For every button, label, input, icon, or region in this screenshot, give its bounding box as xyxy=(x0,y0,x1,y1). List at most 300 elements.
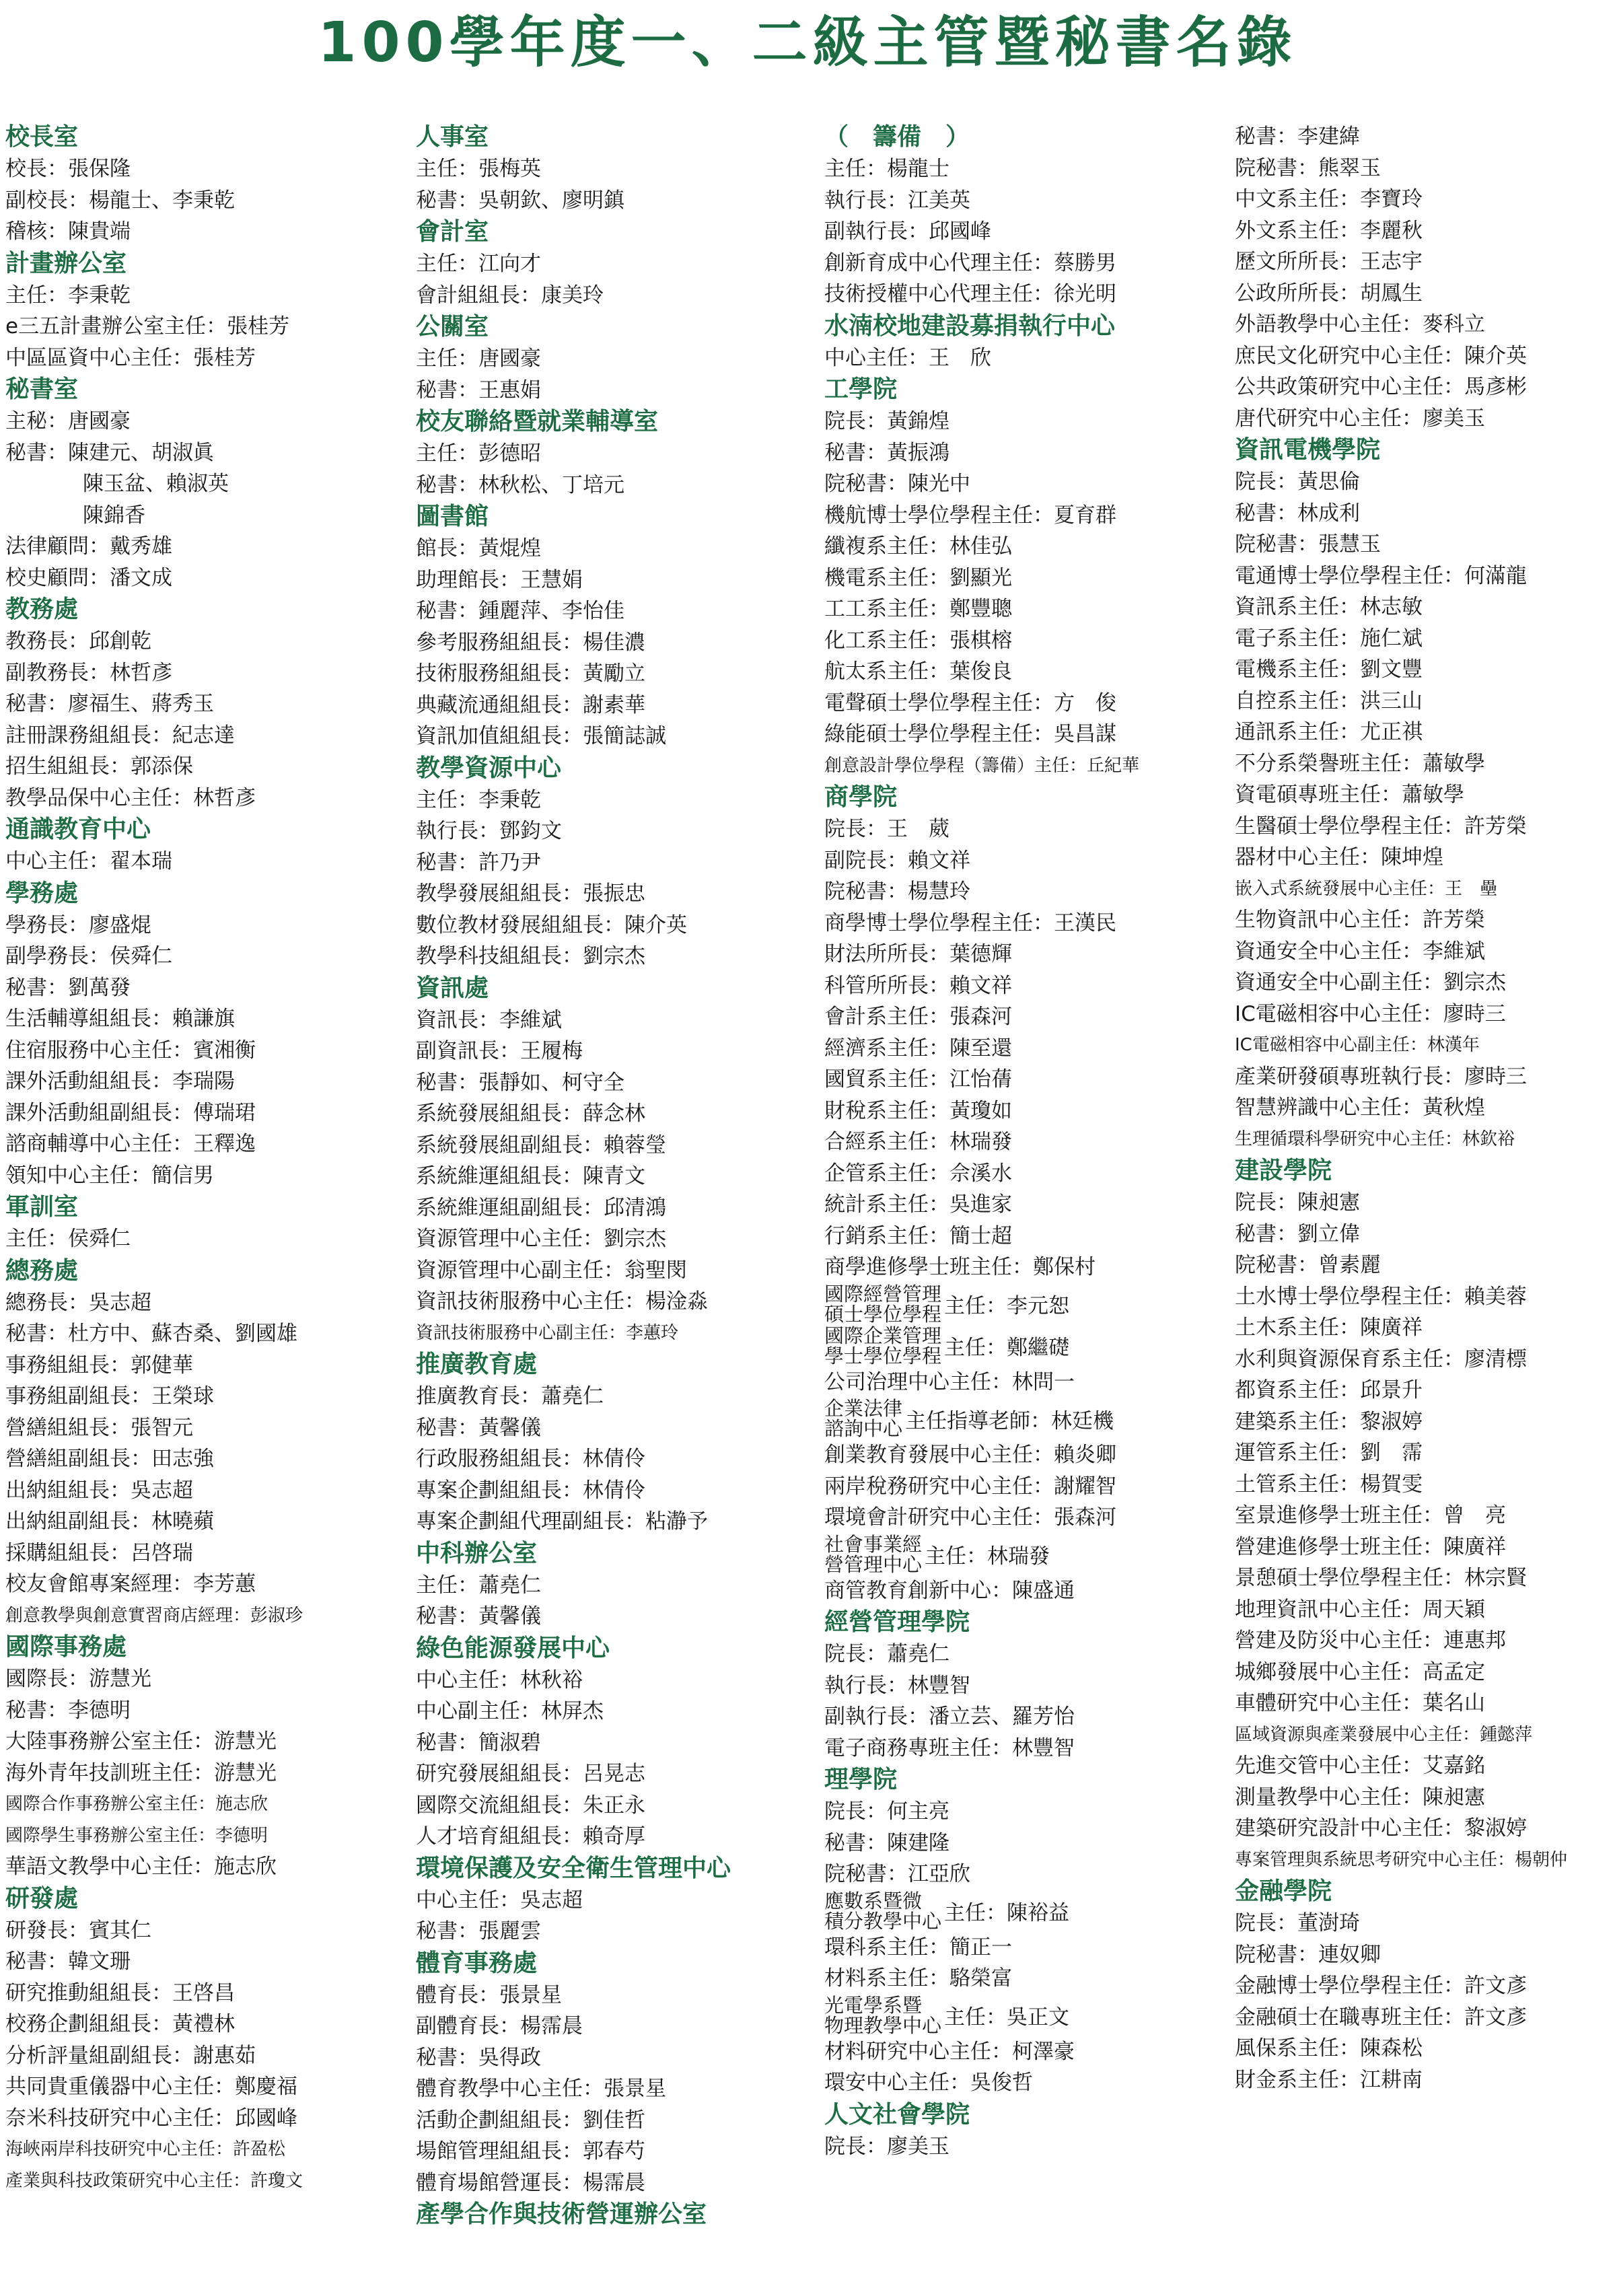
directory-entry: 資訊長：李維斌 xyxy=(416,1007,562,1032)
directory-entry: IC電磁相容中心副主任：林漢年 xyxy=(1235,1035,1480,1055)
directory-entry: 中心主任：王 欣 xyxy=(824,345,991,370)
department-heading: 學務處 xyxy=(5,879,79,907)
department-section xyxy=(824,310,1221,374)
department-heading: 資訊電機學院 xyxy=(1235,436,1381,464)
directory-entry: 航太系主任：葉俊良 xyxy=(824,659,1012,684)
directory-entry: e三五計畫辦公室主任：張桂芳 xyxy=(5,314,290,338)
directory-entry: 學務長：廖盛焜 xyxy=(5,912,151,937)
column-2 xyxy=(416,121,813,2231)
department-heading: 金融學院 xyxy=(1235,1877,1332,1905)
directory-entry: 秘書：許乃尹 xyxy=(416,850,541,875)
department-section xyxy=(824,781,1221,1606)
directory-entry: 產業與科技政策研究中心主任：許瓊文 xyxy=(5,2170,303,2191)
directory-entry: 體育教學中心主任：張景星 xyxy=(416,2077,666,2101)
directory-entry: 機航博士學位學程主任：夏育群 xyxy=(824,503,1116,528)
directory-entry: 資源管理中心主任：劉宗杰 xyxy=(416,1227,666,1251)
directory-entry-two-line xyxy=(824,1995,1221,2036)
directory-entry: 水利與資源保育系主任：廖清標 xyxy=(1235,1347,1527,1371)
directory-entry: 秘書：林成利 xyxy=(1235,501,1360,526)
directory-entry: 出納組副組長：林曉蘋 xyxy=(5,1509,214,1534)
directory-entry: 館長：黃焜煌 xyxy=(416,536,541,561)
unit-head: 主任：陳裕益 xyxy=(944,1901,1070,1925)
directory-entry: 院秘書：連奴卿 xyxy=(1235,1942,1381,1967)
directory-entry: 執行長：林豐智 xyxy=(824,1673,970,1698)
department-heading: 公關室 xyxy=(416,313,489,340)
directory-entry: 主任：侯舜仁 xyxy=(5,1227,131,1251)
directory-entry: 資源管理中心副主任：翁聖閔 xyxy=(416,1258,687,1283)
directory-entry: 秘書：黃振鴻 xyxy=(824,440,949,465)
directory-entry: 環安中心主任：吳俊哲 xyxy=(824,2071,1033,2095)
department-section xyxy=(5,594,402,814)
directory-entry: 秘書：吳得政 xyxy=(416,2045,541,2070)
department-heading: （ 籌備 ） xyxy=(824,123,970,151)
department-section xyxy=(416,311,813,406)
directory-entry: 場館管理組組長：郭春芍 xyxy=(416,2139,645,2163)
directory-entry: 副院長：賴文祥 xyxy=(824,848,970,873)
directory-entry: 註冊課務組組長：紀志達 xyxy=(5,723,235,748)
directory-entry: 出納組組長：吳志超 xyxy=(5,1478,193,1503)
directory-entry: 總務長：吳志超 xyxy=(5,1290,151,1315)
department-section xyxy=(5,373,402,594)
directory-entry: 技術授權中心代理主任：徐光明 xyxy=(824,282,1116,306)
department-heading: 資訊處 xyxy=(416,974,489,1002)
directory-entry: 公共政策研究中心主任：馬彥彬 xyxy=(1235,375,1527,399)
directory-entry: 生物資訊中心主任：許芳榮 xyxy=(1235,908,1485,932)
unit-name-part: 國際企業管理 xyxy=(824,1324,942,1347)
directory-entry: 主任：張梅英 xyxy=(416,157,541,181)
directory-entry: 事務組副組長：王榮球 xyxy=(5,1384,214,1408)
directory-entry: 秘書：陳建隆 xyxy=(824,1830,949,1855)
directory-entry: 環科系主任：簡正一 xyxy=(824,1935,1012,1960)
directory-entry: 院秘書：江亞欣 xyxy=(824,1862,970,1886)
directory-entry: 化工系主任：張棋榕 xyxy=(824,628,1012,653)
directory-entry: 人才培育組組長：賴奇厚 xyxy=(416,1824,645,1849)
directory-entry: 中心主任：林秋裕 xyxy=(416,1667,583,1692)
directory-entry: 營繕組組長：張智元 xyxy=(5,1415,193,1440)
department-section xyxy=(1235,434,1615,1155)
directory-entry: 研究推動組組長：王啓昌 xyxy=(5,1980,235,2005)
directory-entry: 國際合作事務辦公室主任：施志欣 xyxy=(5,1794,268,1814)
department-heading: 校友聯絡暨就業輔導室 xyxy=(416,408,659,435)
directory-entry: 生理循環科學研究中心主任：林欽裕 xyxy=(1235,1128,1515,1149)
directory-entry: 營建進修學士班主任：陳廣祥 xyxy=(1235,1534,1506,1559)
directory-entry: 材料系主任：駱榮富 xyxy=(824,1966,1012,1990)
directory-entry: 器材中心主任：陳坤煌 xyxy=(1235,845,1443,869)
directory-entry-two-line xyxy=(824,1325,1221,1367)
directory-entry: 教學品保中心主任：林哲彥 xyxy=(5,785,256,810)
unit-name-part: 物理教學中心 xyxy=(824,2013,942,2037)
directory-entry: 資通安全中心副主任：劉宗杰 xyxy=(1235,970,1506,995)
directory-entry: 土管系主任：楊賀雯 xyxy=(1235,1472,1423,1497)
directory-entry: 校長：張保隆 xyxy=(5,157,131,181)
unit-name-part: 光電學系暨 xyxy=(824,1993,923,2017)
directory-entry: 兩岸稅務研究中心主任：謝耀智 xyxy=(824,1474,1116,1499)
column-3 xyxy=(824,121,1221,2162)
directory-entry: 中心副主任：林屏杰 xyxy=(416,1699,604,1723)
directory-entry: 測量教學中心主任：陳昶憲 xyxy=(1235,1785,1485,1809)
directory-entry: 環境會計研究中心主任：張森河 xyxy=(824,1505,1116,1530)
page-title: 100學年度一、二級主管暨秘書名錄 xyxy=(318,11,1297,75)
department-heading: 教學資源中心 xyxy=(416,754,562,782)
department-section xyxy=(824,2099,1221,2163)
directory-entry: 建築系主任：黎淑婷 xyxy=(1235,1409,1423,1434)
directory-entry: 公政所所長：胡鳳生 xyxy=(1235,281,1423,306)
directory-entry: 海外青年技訓班主任：游慧光 xyxy=(5,1760,277,1785)
directory-entry: 院長：何主亮 xyxy=(824,1799,949,1824)
directory-entry: 副教務長：林哲彥 xyxy=(5,660,172,685)
unit-head: 主任指導老師：林廷機 xyxy=(905,1408,1114,1433)
directory-entry: 助理館長：王慧娟 xyxy=(416,567,583,592)
unit-name-part: 碩士學位學程 xyxy=(824,1302,942,1326)
department-section xyxy=(824,373,1221,781)
department-section xyxy=(416,1853,813,1947)
directory-entry: 主任：蕭堯仁 xyxy=(416,1573,541,1598)
directory-entry: 稽核：陳貴端 xyxy=(5,219,131,244)
department-heading: 研發處 xyxy=(5,1884,79,1912)
directory-entry: 中心主任：吳志超 xyxy=(416,1888,583,1912)
directory-entry: 歷文所所長：王志宇 xyxy=(1235,250,1423,274)
directory-entry: 院秘書：楊慧玲 xyxy=(824,880,970,904)
department-heading: 產學合作與技術營運辦公室 xyxy=(416,2200,707,2228)
directory-entry: 海峽兩岸科技研究中心主任：許盈松 xyxy=(5,2139,286,2159)
directory-entry-two-line xyxy=(824,1890,1221,1932)
directory-entry: 院長：廖美玉 xyxy=(824,2134,949,2159)
directory-entry: 陳玉盆、賴淑英 xyxy=(83,472,229,496)
directory-entry: 校務企劃組組長：黃禮林 xyxy=(5,2012,235,2036)
department-heading: 工學院 xyxy=(824,375,898,403)
directory-entry: 研究發展組組長：呂晃志 xyxy=(416,1762,645,1786)
directory-entry: 財稅系主任：黃瓊如 xyxy=(824,1098,1012,1123)
directory-entry: 事務組組長：郭健華 xyxy=(5,1353,193,1377)
directory-entry: 生活輔導組組長：賴謙旗 xyxy=(5,1007,235,1031)
directory-entry: 秘書：張麗雲 xyxy=(416,1919,541,1943)
unit-name-part: 社會事業經 xyxy=(824,1532,923,1556)
directory-entry: 國際長：游慧光 xyxy=(5,1667,151,1691)
directory-entry: 資電碩專班主任：蕭敏學 xyxy=(1235,783,1464,807)
directory-entry: 研發長：賓其仁 xyxy=(5,1918,151,1943)
department-section xyxy=(5,1883,402,2197)
directory-entry: 國際交流組組長：朱正永 xyxy=(416,1793,645,1818)
directory-entry: 副校長：楊龍士、李秉乾 xyxy=(5,188,235,213)
directory-entry: 秘書：韓文珊 xyxy=(5,1949,131,1974)
department-section xyxy=(416,501,813,752)
unit-head: 主任：李元恕 xyxy=(944,1294,1070,1318)
directory-entry: 院長：黃思倫 xyxy=(1235,470,1360,494)
directory-entry: 土水博士學位學程主任：賴美蓉 xyxy=(1235,1284,1527,1309)
unit-name-part: 積分教學中心 xyxy=(824,1909,942,1933)
directory-entry: 陳錦香 xyxy=(83,503,145,528)
directory-entry: 車體研究中心主任：葉名山 xyxy=(1235,1691,1485,1715)
department-heading: 總務處 xyxy=(5,1256,79,1285)
unit-head: 主任：林瑞發 xyxy=(925,1544,1050,1569)
department-heading: 水湳校地建設募捐執行中心 xyxy=(824,312,1116,340)
directory-entry: 院長：董澍琦 xyxy=(1235,1911,1360,1935)
department-heading: 體育事務處 xyxy=(416,1949,538,1977)
directory-entry: 參考服務組組長：楊佳濃 xyxy=(416,630,645,655)
column-1 xyxy=(5,121,402,2196)
department-heading: 建設學院 xyxy=(1235,1157,1332,1184)
directory-entry: 活動企劃組組長：劉佳哲 xyxy=(416,2108,645,2132)
directory-entry: 中心主任：翟本瑞 xyxy=(5,849,172,873)
directory-entry: 校史顧問：潘文成 xyxy=(5,565,172,590)
directory-entry: 財法所所長：葉德輝 xyxy=(824,942,1012,966)
directory-entry: 秘書：陳建元、胡淑眞 xyxy=(5,440,214,465)
department-section xyxy=(416,972,813,1349)
directory-entry: 行銷系主任：簡士超 xyxy=(824,1223,1012,1248)
directory-entry: 智慧辨識中心主任：黃秋煌 xyxy=(1235,1096,1485,1120)
directory-entry: 都資系主任：邱景升 xyxy=(1235,1378,1423,1402)
directory-entry: 諮商輔導中心主任：王釋逸 xyxy=(5,1132,256,1156)
directory-entry: 電通博士學位學程主任：何滿龍 xyxy=(1235,563,1527,588)
directory-entry: 城鄉發展中心主任：高孟定 xyxy=(1235,1659,1485,1684)
department-heading: 環境保護及安全衛生管理中心 xyxy=(416,1854,731,1882)
department-section xyxy=(824,121,1221,310)
directory-entry: 領知中心主任：簡信男 xyxy=(5,1163,214,1188)
unit-name-part: 學士學位學程 xyxy=(824,1344,942,1367)
directory-entry: 秘書：劉立偉 xyxy=(1235,1221,1360,1246)
directory-entry: 院秘書：張慧玉 xyxy=(1235,532,1381,557)
directory-entry: 專案企劃組組長：林倩伶 xyxy=(416,1478,645,1503)
directory-entry: 主任：楊龍士 xyxy=(824,157,949,181)
department-heading: 推廣教育處 xyxy=(416,1351,538,1378)
department-heading: 經營管理學院 xyxy=(824,1608,970,1636)
directory-entry: 唐代研究中心主任：廖美玉 xyxy=(1235,406,1485,431)
department-section xyxy=(416,216,813,311)
directory-entry: 秘書：杜方中、蘇杏桑、劉國雄 xyxy=(5,1322,297,1346)
directory-entry: 秘書：林秋松、丁培元 xyxy=(416,472,624,497)
directory-entry: 統計系主任：吳進家 xyxy=(824,1192,1012,1217)
directory-entry: 秘書：李建緯 xyxy=(1235,124,1360,149)
department-section xyxy=(416,2198,813,2231)
directory-entry: 採購組組長：呂啓瑞 xyxy=(5,1540,193,1565)
directory-entry: 教務長：邱創乾 xyxy=(5,629,151,653)
directory-entry: 商管教育創新中心：陳盛通 xyxy=(824,1578,1075,1603)
department-section xyxy=(416,1633,813,1853)
department-heading: 圖書館 xyxy=(416,503,489,530)
directory-entry: 區域資源與產業發展中心主任：鍾懿萍 xyxy=(1235,1724,1533,1745)
directory-entry: 秘書：王惠娟 xyxy=(416,378,541,402)
directory-entry: 數位教材發展組組長：陳介英 xyxy=(416,912,687,937)
directory-entry: 系統維運組組長：陳青文 xyxy=(416,1164,645,1188)
department-heading: 中科辦公室 xyxy=(416,1539,538,1567)
directory-entry: 體育場館營運長：楊霈晨 xyxy=(416,2170,645,2195)
directory-entry: 公司治理中心主任：林問一 xyxy=(824,1369,1075,1394)
directory-entry: 資訊技術服務中心主任：楊淦淼 xyxy=(416,1289,708,1314)
department-heading: 會計室 xyxy=(416,218,489,246)
directory-entry: 創新育成中心代理主任：蔡勝男 xyxy=(824,250,1116,275)
department-heading: 計畫辦公室 xyxy=(5,249,127,277)
directory-entry: 電聲碩士學位學程主任：方 俊 xyxy=(824,690,1116,715)
directory-entry: 建築研究設計中心主任：黎淑婷 xyxy=(1235,1816,1527,1840)
directory-entry: 專案管理與系統思考研究中心主任：楊朝仲 xyxy=(1235,1849,1568,1870)
directory-entry: 電子商務專班主任：林豐智 xyxy=(824,1735,1075,1760)
directory-entry: 秘書：黃馨儀 xyxy=(416,1604,541,1628)
directory-entry: 典藏流通組組長：謝素華 xyxy=(416,692,645,717)
directory-entry: 綠能碩士學位學程主任：吳昌謀 xyxy=(824,722,1116,746)
department-heading: 人文社會學院 xyxy=(824,2100,970,2128)
directory-entry: 會計系主任：張森河 xyxy=(824,1005,1012,1029)
directory-entry: 風保系主任：陳森松 xyxy=(1235,2036,1423,2060)
directory-entry: 大陸事務辦公室主任：游慧光 xyxy=(5,1729,277,1754)
directory-entry: 先進交管中心主任：艾嘉銘 xyxy=(1235,1754,1485,1778)
directory-entry: 庶民文化研究中心主任：陳介英 xyxy=(1235,343,1527,368)
directory-entry: 纖複系主任：林佳弘 xyxy=(824,534,1012,559)
directory-entry: 秘書：廖福生、蔣秀玉 xyxy=(5,692,214,716)
directory-entry: 自控系主任：洪三山 xyxy=(1235,688,1423,713)
unit-head: 主任：鄭繼礎 xyxy=(944,1336,1070,1360)
department-heading: 教務處 xyxy=(5,596,79,623)
directory-entry: 華語文教學中心主任：施志欣 xyxy=(5,1855,277,1879)
directory-entry: 教學發展組組長：張振忠 xyxy=(416,882,645,906)
department-section xyxy=(824,1606,1221,1764)
directory-entry: 秘書：劉萬發 xyxy=(5,975,131,1000)
directory-entry: 副體育長：楊霈晨 xyxy=(416,2014,583,2038)
directory-entry-two-line xyxy=(824,1283,1221,1325)
directory-entry: 奈米科技研究中心主任：邱國峰 xyxy=(5,2106,297,2130)
department-section xyxy=(824,1764,1221,2099)
department-heading: 軍訓室 xyxy=(5,1193,79,1221)
unit-name-part: 國際經營管理 xyxy=(824,1282,942,1305)
directory-entry: 招生組組長：郭添保 xyxy=(5,754,193,779)
directory-entry: 系統發展組副組長：賴蓉瑩 xyxy=(416,1133,666,1157)
department-section xyxy=(416,1349,813,1538)
directory-entry: 校友會館專案經理：李芳蕙 xyxy=(5,1572,256,1596)
directory-entry: 室景進修學士班主任：曾 亮 xyxy=(1235,1503,1506,1528)
department-section xyxy=(1235,121,1615,434)
department-section xyxy=(5,1191,402,1255)
directory-entry: 資訊加值組組長：張簡誌誠 xyxy=(416,724,666,748)
unit-name-part: 應數系暨微 xyxy=(824,1889,923,1912)
directory-entry: 地理資訊中心主任：周天穎 xyxy=(1235,1597,1485,1622)
directory-entry: 創意教學與創意實習商店經理：彭淑珍 xyxy=(5,1605,303,1626)
department-section xyxy=(5,1631,402,1883)
directory-entry: 嵌入式系統發展中心主任：王 壘 xyxy=(1235,878,1498,899)
directory-entry: IC電磁相容中心主任：廖時三 xyxy=(1235,1001,1506,1026)
directory-entry: 國際學生事務辦公室主任：李德明 xyxy=(5,1825,268,1846)
directory-entry-two-line xyxy=(824,1534,1221,1575)
directory-entry: 秘書：黃馨儀 xyxy=(416,1415,541,1440)
directory-entry: 主任：江向才 xyxy=(416,252,541,276)
directory-entry: 分析評量組副組長：謝惠茹 xyxy=(5,2043,256,2068)
department-section xyxy=(5,877,402,1192)
directory-entry: 體育長：張景星 xyxy=(416,1982,562,2007)
directory-entry: 推廣教育長：蕭堯仁 xyxy=(416,1384,604,1408)
directory-entry: 不分系榮譽班主任：蕭敏學 xyxy=(1235,751,1485,776)
department-heading: 人事室 xyxy=(416,123,489,151)
directory-entry: 商學進修學士班主任：鄭保村 xyxy=(824,1255,1096,1279)
directory-entry: 專案企劃組代理副組長：粘瀞予 xyxy=(416,1509,708,1534)
directory-entry: 技術服務組組長：黃勵立 xyxy=(416,661,645,686)
directory-entry: 土木系主任：陳廣祥 xyxy=(1235,1316,1423,1340)
directory-entry: 景憩碩士學位學程主任：林宗賢 xyxy=(1235,1566,1527,1590)
directory-entry: 執行長：江美英 xyxy=(824,188,970,213)
directory-entry: 院長：陳昶憲 xyxy=(1235,1190,1360,1215)
department-section xyxy=(416,406,813,501)
department-heading: 秘書室 xyxy=(5,375,79,403)
directory-entry: 生醫碩士學位學程主任：許芳榮 xyxy=(1235,814,1527,838)
directory-entry: 企管系主任：佘溪水 xyxy=(824,1161,1012,1186)
directory-entry: 會計組組長：康美玲 xyxy=(416,283,604,308)
directory-entry: 材料研究中心主任：柯澤豪 xyxy=(824,2039,1075,2064)
directory-entry: 住宿服務中心主任：賓湘衡 xyxy=(5,1038,256,1063)
directory-entry: 營建及防災中心主任：連惠邦 xyxy=(1235,1628,1506,1653)
department-section xyxy=(416,121,813,216)
directory-entry: 資訊技術服務中心副主任：李蕙玲 xyxy=(416,1322,679,1343)
directory-entry: 外語教學中心主任：麥科立 xyxy=(1235,312,1485,336)
directory-entry: 院秘書：陳光中 xyxy=(824,472,970,496)
department-section xyxy=(5,814,402,877)
directory-entry: 主任：李秉乾 xyxy=(416,787,541,812)
department-section xyxy=(5,1255,402,1632)
directory-entry: 執行長：鄧鈞文 xyxy=(416,819,562,843)
directory-entry: 資通安全中心主任：李維斌 xyxy=(1235,939,1485,964)
unit-name-part: 企業法律 xyxy=(824,1397,903,1420)
directory-entry: 主任：彭德昭 xyxy=(416,441,541,466)
department-heading: 理學院 xyxy=(824,1766,898,1793)
directory-entry: 課外活動組副組長：傅瑞珺 xyxy=(5,1100,256,1125)
directory-entry: 電機系主任：劉文豐 xyxy=(1235,657,1423,682)
directory-entry: 工工系主任：鄭豐聰 xyxy=(824,597,1012,621)
directory-entry: 資訊系主任：林志敏 xyxy=(1235,595,1423,619)
department-heading: 國際事務處 xyxy=(5,1633,127,1661)
directory-entry: 創業教育發展中心主任：賴炎卿 xyxy=(824,1443,1116,1467)
directory-entry: 副執行長：邱國峰 xyxy=(824,219,991,244)
directory-entry-two-line xyxy=(824,1398,1221,1439)
directory-entry: 法律顧問：戴秀雄 xyxy=(5,534,172,559)
directory-entry: 經濟系主任：陳至還 xyxy=(824,1036,1012,1061)
directory-entry: 主任：李秉乾 xyxy=(5,283,131,308)
directory-entry: 秘書：張靜如、柯守全 xyxy=(416,1070,624,1095)
directory-entry: 營繕組副組長：田志強 xyxy=(5,1447,214,1471)
directory-entry: 行政服務組組長：林倩伶 xyxy=(416,1447,645,1471)
directory-entry: 秘書：吳朝欽、廖明鎮 xyxy=(416,188,624,213)
department-section xyxy=(5,248,402,374)
directory-entry: 財金系主任：江耕南 xyxy=(1235,2067,1423,2092)
directory-entry: 電子系主任：施仁斌 xyxy=(1235,626,1423,651)
department-heading: 綠色能源發展中心 xyxy=(416,1634,610,1662)
directory-entry: 院秘書：熊翠玉 xyxy=(1235,155,1381,180)
unit-name-part: 營管理中心 xyxy=(824,1552,923,1576)
directory-entry: 秘書：簡淑碧 xyxy=(416,1730,541,1755)
unit-name-part: 諮詢中心 xyxy=(824,1417,903,1440)
directory-entry: 外文系主任：李麗秋 xyxy=(1235,218,1423,243)
unit-head: 主任：吳正文 xyxy=(944,2005,1070,2030)
directory-entry: 運管系主任：劉 霈 xyxy=(1235,1441,1423,1465)
directory-entry: 國貿系主任：江怡蒨 xyxy=(824,1067,1012,1091)
department-section xyxy=(416,1538,813,1633)
column-4 xyxy=(1235,121,1615,2095)
directory-entry: 中區區資中心主任：張桂芳 xyxy=(5,345,256,370)
department-heading: 商學院 xyxy=(824,783,898,811)
directory-entry: 金融博士學位學程主任：許文彥 xyxy=(1235,1974,1527,1998)
directory-entry: 院秘書：曾素麗 xyxy=(1235,1253,1381,1277)
directory-entry: 教學科技組組長：劉宗杰 xyxy=(416,944,645,968)
directory-entry: 通訊系主任：尤正祺 xyxy=(1235,720,1423,744)
directory-entry: 秘書：李德明 xyxy=(5,1698,131,1723)
directory-entry: 系統維運組副組長：邱清鴻 xyxy=(416,1195,666,1220)
directory-entry: 產業研發碩專班執行長：廖時三 xyxy=(1235,1064,1527,1089)
directory-entry: 院長：蕭堯仁 xyxy=(824,1642,949,1666)
directory-entry: 創意設計學位學程（籌備）主任：丘紀華 xyxy=(824,755,1140,776)
directory-entry: 主任：唐國豪 xyxy=(416,347,541,371)
department-section xyxy=(5,121,402,248)
department-heading: 校長室 xyxy=(5,123,79,151)
department-section xyxy=(416,1947,813,2199)
directory-entry: 副執行長：潘立芸、羅芳怡 xyxy=(824,1705,1075,1729)
directory-entry: 副資訊長：王履梅 xyxy=(416,1039,583,1063)
directory-entry: 合經系主任：林瑞發 xyxy=(824,1130,1012,1154)
directory-entry: 課外活動組組長：李瑞陽 xyxy=(5,1069,235,1093)
